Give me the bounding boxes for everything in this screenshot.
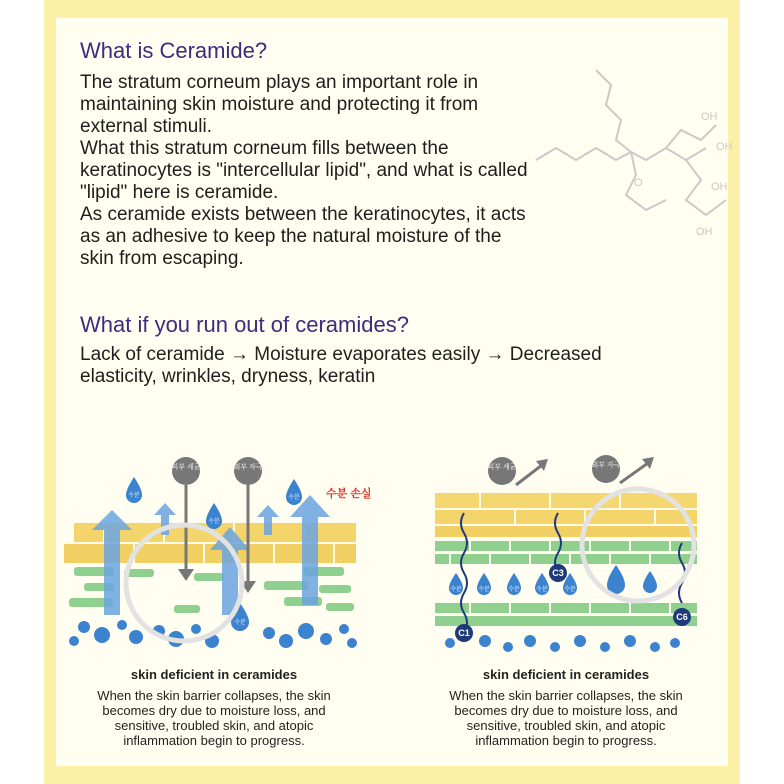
paragraph-lack-of-ceramide: Lack of ceramide → Moisture evaporates easily → Decreased elasticity, wrinkles, dryness, keratin [80,344,602,387]
lipid-layer [435,493,697,537]
water-label-1: 수분 [128,493,140,499]
water-label-4: 수분 [234,620,246,626]
water-label-3: 수분 [508,587,520,593]
water-label-4: 수분 [536,587,548,593]
water-label-3: 수분 [288,495,300,501]
ceramide-molecule-watermark [536,60,736,250]
paragraph-ceramide-definition: The stratum corneum plays an important role in maintaining skin moisture and protecting it from external stimuli. What this stratum corneum fills between the keratinocytes is "intercellular lipid", and what is called "lipid" here is ceramide. As ceramide exists between the keratinocytes, it acts as an adhesive to keep the natural moisture of the skin from escaping. [80,72,528,269]
water-label-2: 수분 [208,519,220,525]
bacteria-bubble [488,457,548,485]
diagram-ceramide-barrier [430,453,702,660]
heading-what-is-ceramide: What is Ceramide? [80,38,268,63]
tag-c3: C3 [552,568,564,578]
bacteria-label: 피부 세균 [487,464,517,471]
oh-label-4: OH [696,226,713,238]
stimuli-bubble [592,455,654,483]
water-label-5: 수분 [564,587,576,593]
moisture-loss-label: 수분 손실 [326,488,372,500]
tag-c6: C6 [676,612,688,622]
caption-title-right: skin deficient in ceramides [482,667,650,682]
oh-label-1: OH [701,111,718,123]
caption-text-right: When the skin barrier collapses, the skin becomes dry due to moisture loss, and sensitive, troubled skin, and atopic inflammation begin to progress. [449,688,683,748]
water-label-1: 수분 [450,587,462,593]
o-label: O [634,177,643,189]
stimuli-label: 외부 자극 [233,464,263,471]
caption-title-left: skin deficient in ceramides [130,667,298,682]
water-label-2: 수분 [478,587,490,593]
caption-text-left: When the skin barrier collapses, the skin becomes dry due to moisture loss, and sensitive, troubled skin, and atopic inflammation begin to progress. [97,688,331,748]
moisture-dots [445,635,680,652]
oh-label-2: OH [716,141,733,153]
oh-label-3: OH [711,181,728,193]
heading-run-out-of-ceramides: What if you run out of ceramides? [80,312,409,337]
bacteria-label: 피부 세균 [171,464,201,471]
stimuli-label: 외부 자극 [591,462,621,469]
diagram-damaged-skin-barrier [64,455,372,660]
tag-c1: C1 [458,628,470,638]
